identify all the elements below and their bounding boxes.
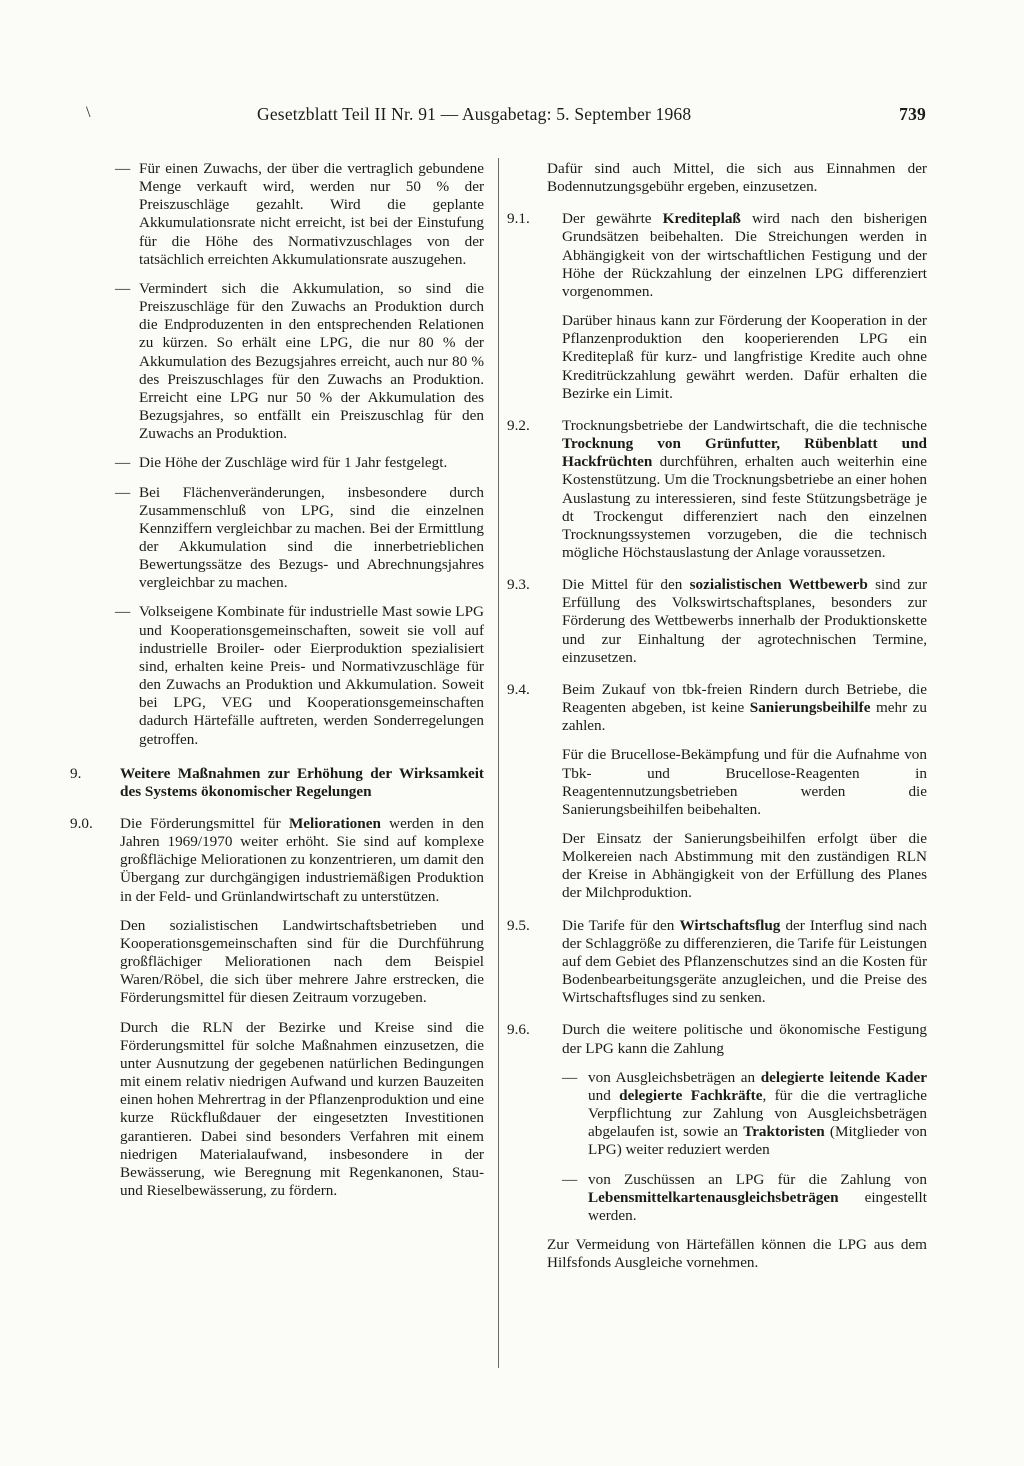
list-item: — Bei Flächenveränderungen, insbesondere durch Zusammenschluß von LPG, sind die einzelnen Kennziffern vergleichbar zu machen. Bei der Ermittlung der Akkumulation sind die innerbetrieblichen Bewertungssätze des Bezugs- und Abrechnungsjahres vergleichbar zu machen.	[115, 483, 484, 592]
paragraph: Zur Vermeidung von Härtefällen können die LPG aus dem Hilfsfonds Ausgleiche vornehmen.	[547, 1235, 927, 1272]
column-divider	[498, 158, 499, 1368]
list-item: — von Ausgleichsbeträgen an delegierte leitende Kader und delegierte Fachkräfte, für die die vertragliche Verpflichtung zur Zahlung von Ausgleichsbeträgen abgelaufen ist, sowie an Traktoristen (Mitglieder von LPG) weiter reduziert werden	[562, 1068, 928, 1159]
section-9-0: 9.0. Die Förderungsmittel für Meliorationen werden in den Jahren 1969/1970 weiter erhöht. Sie sind auf komplexe großflächige Meliorationen zu konzentrieren, um damit den Übergang zur durchgängigen industriemäßigen Produktion in der Feld- und Grünlandwirtschaft zu unterstützen.	[70, 815, 485, 905]
section-9-5: 9.5. Die Tarife für den Wirtschaftsflug der Interflug sind nach der Schlaggröße zu differenzieren, die Tarife für Leistungen auf dem Gebiet des Pflanzenschutzes sind an die Kosten für Bodenbearbeitungsgeräte anzugleichen, und die Preise des Wirtschaftsfluges sind zu senken.	[507, 916, 928, 1007]
right-column	[507, 160, 927, 1283]
paragraph: Durch die RLN der Bezirke und Kreise sind die Förderungsmittel für solche Maßnahmen einzusetzen, die unter Ausnutzung der gegebenen natürlichen Bedingungen mit einem relativ niedrigen Aufwand und kurzen Bauzeiten einen hohen Mehrertrag in der Pflanzenproduktion und eine kurze Rückflußdauer der eingesetzten Investitionen garantieren. Dabei sind besonders Verfahren mit einem niedrigen Materialaufwand, insbesondere in der Bewässerung, wie Beregnung mit Regenkanonen, Stau- und Rieselbewässerung, zu fördern.	[120, 1018, 484, 1199]
paragraph: Den sozialistischen Landwirtschaftsbetrieben und Kooperationsgemeinschaften sind für die Durchführung großflächiger Meliorationen nach dem Beispiel Waren/Röbel, die sich über mehrere Jahre erstrecken, die Förderungsmittel für diesen Zeitraum vorzugeben.	[120, 916, 484, 1007]
list-item: — Volkseigene Kombinate für industrielle Mast sowie LPG und Kooperationsgemeinschaften, soweit sie voll auf industrielle Broiler- oder Eierproduktion spezialisiert sind, erhalten keine Preis- und Normativzuschläge für den Zuwachs an Produktion und Akkumulation. Soweit bei LPG, VEG und Kooperationsgemeinschaften dadurch Härtefälle auftreten, werden Sonderregelungen getroffen.	[115, 603, 484, 748]
list-item: — Die Höhe der Zuschläge wird für 1 Jahr festgelegt.	[115, 454, 448, 472]
section-9-3: 9.3. Die Mittel für den sozialistischen Wettbewerb sind zur Erfüllung des Volkswirtschaftsplanes, besonders zur Förderung des Wettbewerbs innerhalb der Produktionskette und zur Einhaltung der agrotechnischen Termine, einzusetzen.	[507, 576, 927, 666]
paragraph: Darüber hinaus kann zur Förderung der Kooperation in der Pflanzenproduktion den kooperierenden LPG ein Kreditерlaß für kurz- und langfristige Kredite auch ohne Kreditrückzahlung gewährt werden. Dafür erhalten die Bezirke ein Limit.	[562, 312, 927, 402]
left-column	[70, 160, 484, 1211]
list-item: — von Zuschüssen an LPG für die Zahlung von Lebensmittelkartenausgleichsbeträgen eingestellt werden.	[562, 1170, 927, 1224]
paragraph: Für die Brucellose-Bekämpfung und für die Aufnahme von Tbk- und Brucellose-Reagenten in Reagentennutzungsbetrieben werden die Sanierungsbeihilfen beibehalten.	[562, 746, 927, 818]
gazette-title: Gesetzblatt Teil II Nr. 91 — Ausgabetag: 5. September 1968	[257, 104, 692, 124]
section-heading-9: 9. Weitere Maßnahmen zur Erhöhung der Wirksamkeit des Systems ökonomischer Regelungen	[70, 764, 484, 800]
margin-mark: \	[86, 104, 91, 121]
section-9-6: 9.6. Durch die weitere politische und ökonomische Festigung der LPG kann die Zahlung	[507, 1021, 927, 1057]
section-9-1: 9.1. Der gewährte Kreditерlaß wird nach den bisherigen Grundsätzen beibehalten. Die Streichungen werden in Abhängigkeit von der wirtschaftlichen Festigung und der Höhe der Rückzahlung der einzelnen LPG differenziert vorgenommen.	[507, 210, 928, 300]
list-item: — Vermindert sich die Akkumulation, so sind die Preiszuschläge für den Zuwachs an Produktion durch die Endproduzenten in den entsprechenden Relationen zu kürzen. So erhält eine LPG, die nur 80 % der Akkumulation des Bezugsjahres erreicht, auch nur 80 % des Preiszuschlages für den Zuwachs an Produktion. Erreicht eine LPG nur 50 % der Akkumulation des Bezugsjahres, so entfällt ein Preiszuschlag für den Zuwachs an Produktion.	[115, 279, 484, 443]
page-number: 739	[899, 104, 926, 124]
list-item: — Für einen Zuwachs, der über die vertraglich gebundene Menge verkauft wird, werden nur 50 % der Preiszuschläge gezahlt. Wird die geplante Akkumulationsrate nicht erreicht, ist bei der Einstufung für die Höhe des Normativzuschlages von der tatsächlich erreichten Akkumulationsrate auszugehen.	[115, 160, 484, 268]
paragraph: Der Einsatz der Sanierungsbeihilfen erfolgt über die Molkereien nach Abstimmung mit den zuständigen RLN der Kreise in Abhängigkeit von der Erfüllung des Planes der Milchproduktion.	[562, 830, 927, 902]
section-9-4: 9.4. Beim Zukauf von tbk-freien Rindern durch Betriebe, die Reagenten abgeben, ist keine Sanierungsbeihilfe mehr zu zahlen.	[507, 680, 928, 735]
paragraph: Dafür sind auch Mittel, die sich aus Einnahmen der Bodennutzungsgebühr ergeben, einzusetzen.	[547, 160, 927, 196]
section-9-2: 9.2. Trocknungsbetriebe der Landwirtschaft, die die technische Trocknung von Grünfutter, Rübenblatt und Hackfrüchten durchführen, erhalten auch weiterhin eine Kostenstützung. Um die Trocknungsbetriebe an einer hohen Auslastung zu interessieren, sind feste Stützungsbeträge je dt Trockengut differenziert nach den einzelnen Trocknungssystemen vorzugeben, die die technisch mögliche Höchstauslastung der Anlage voraussetzen.	[507, 416, 927, 561]
page-header	[0, 104, 1024, 134]
